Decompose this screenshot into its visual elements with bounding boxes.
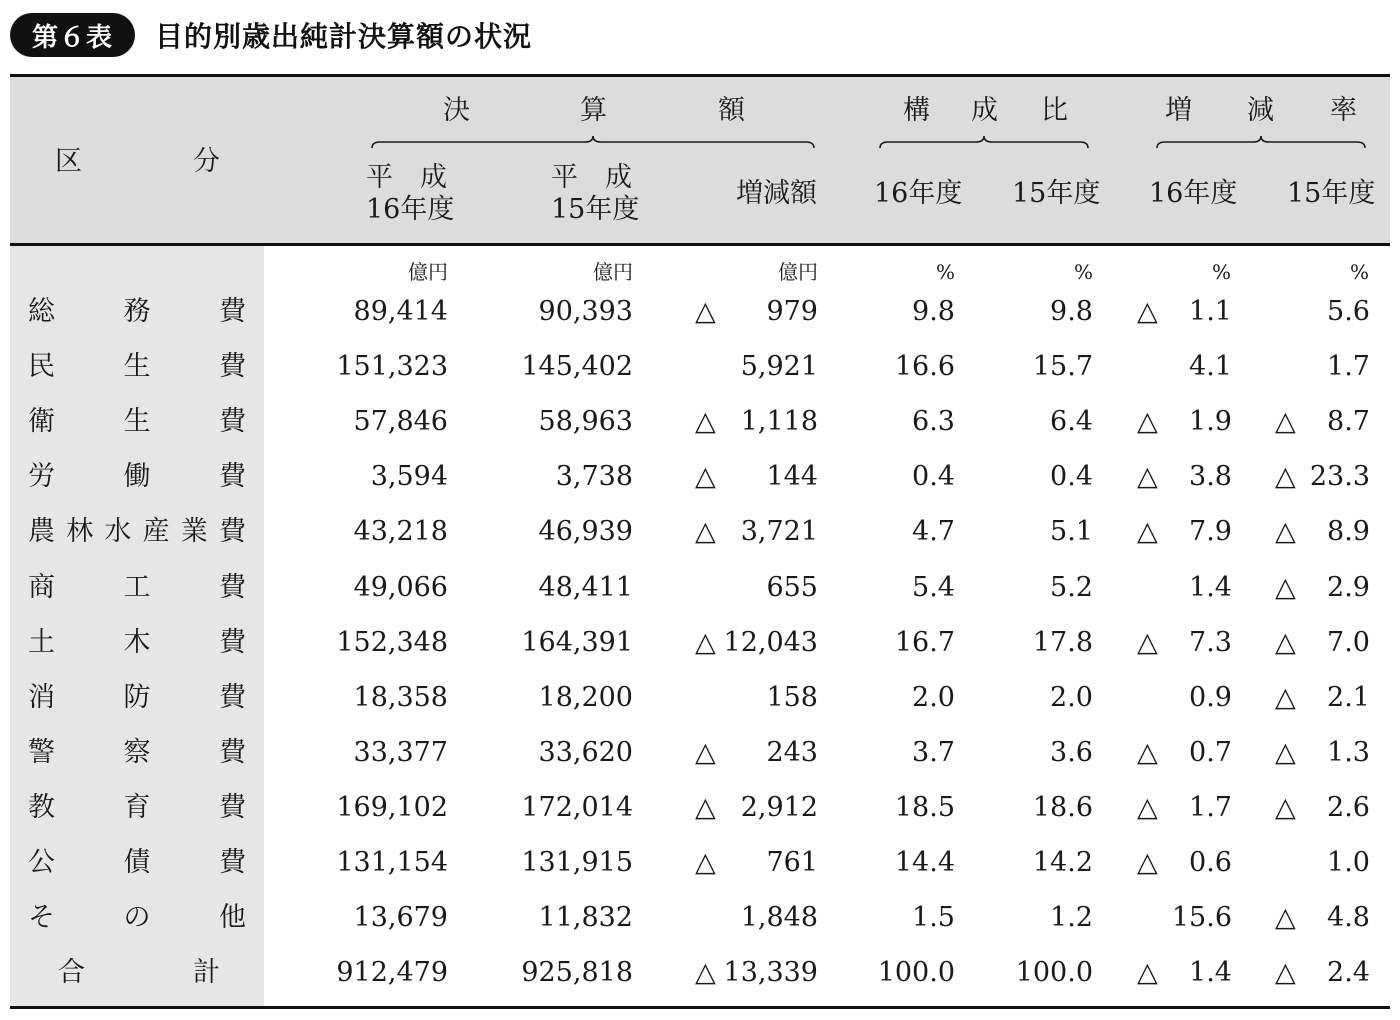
header-comp15: 15年度 [1012,178,1101,209]
cell-h16: 89,414 [353,296,448,327]
negative-mark: △ [1137,627,1158,658]
row-label [28,904,246,931]
cell-diff: 12,043 [723,627,818,658]
row-label-char: 費 [219,847,246,878]
top-rule [10,74,1390,77]
cell-r15: 23.3 [1309,461,1370,492]
cell-r16: 15.6 [1171,902,1232,933]
negative-mark: △ [1137,737,1158,768]
row-label [28,794,246,821]
cell-r16: 1.4 [1189,957,1232,988]
cell-c15: 6.4 [1050,406,1093,437]
cell-r15: 2.9 [1327,572,1370,603]
cell-c15: 9.8 [1050,296,1093,327]
cell-r16: 1.1 [1189,296,1232,327]
header-kubun-1: 区 [55,146,82,177]
row-label-char: 債 [123,847,151,878]
cell-c16: 16.7 [894,627,955,658]
unit-comp16: % [935,260,955,284]
cell-c16: 4.7 [912,516,955,547]
cell-r15: 8.9 [1327,516,1370,547]
negative-mark: △ [1275,902,1296,933]
negative-mark: △ [1137,406,1158,437]
negative-mark: △ [1137,461,1158,492]
row-label-char: 費 [218,516,246,547]
row-label [58,959,220,986]
negative-mark: △ [1275,627,1296,658]
header-h16-line2: 16年度 [366,194,455,225]
cell-h15: 164,391 [521,627,633,658]
cell-h16: 131,154 [336,847,448,878]
row-label [28,408,246,435]
cell-h15: 145,402 [521,351,633,382]
row-label-char: 費 [219,737,246,768]
row-label-char: 育 [123,792,151,823]
negative-mark: △ [1137,516,1158,547]
cell-h15: 3,738 [555,461,633,492]
row-label-char: 費 [219,572,246,603]
cell-h15: 11,832 [538,902,633,933]
cell-c16: 18.5 [894,792,955,823]
header-rate15: 15年度 [1287,178,1376,209]
cell-c15: 0.4 [1050,461,1093,492]
cell-c15: 14.2 [1032,847,1093,878]
negative-mark: △ [1137,792,1158,823]
row-label-char: 務 [123,296,151,327]
cell-c15: 2.0 [1050,682,1093,713]
negative-mark: △ [1275,792,1296,823]
row-label-char: 生 [123,351,151,382]
cell-diff: 2,912 [740,792,818,823]
row-label-char: 商 [28,572,55,603]
row-label-char: 農 [28,516,55,547]
cell-c16: 3.7 [912,737,955,768]
unit-rate15: % [1349,260,1369,284]
header-diff: 増減額 [736,178,817,209]
negative-mark: △ [695,847,716,878]
row-label-char: 消 [28,682,55,713]
row-label-char: 察 [123,737,151,768]
cell-c15: 1.2 [1050,902,1093,933]
cell-diff: 1,848 [740,902,818,933]
row-label-char: 費 [219,792,246,823]
cell-c15: 100.0 [1015,957,1093,988]
row-label-char: 働 [123,461,151,492]
negative-mark: △ [1275,572,1296,603]
cell-r15: 1.3 [1327,737,1370,768]
row-label-char: 防 [123,682,151,713]
negative-mark: △ [1137,296,1158,327]
title-row [10,12,532,58]
header-change-3: 率 [1330,95,1357,126]
row-label [28,518,246,545]
row-label-char: の [123,902,151,933]
cell-h15: 18,200 [538,682,633,713]
cell-c16: 0.4 [912,461,955,492]
cell-h16: 912,479 [336,957,448,988]
row-label-char: そ [28,902,55,933]
cell-r15: 2.6 [1327,792,1370,823]
row-label-char: 費 [219,296,246,327]
cell-h16: 49,066 [353,572,448,603]
cell-h15: 172,014 [521,792,633,823]
cell-h16: 33,377 [353,737,448,768]
row-label-char: 生 [123,406,151,437]
cell-r16: 0.9 [1189,682,1232,713]
cell-r16: 4.1 [1189,351,1232,382]
unit-rate16: % [1211,260,1231,284]
cell-r16: 3.8 [1189,461,1232,492]
cell-c16: 5.4 [912,572,955,603]
row-label [28,298,246,325]
row-label [28,684,246,711]
row-label-char: 衛 [28,406,55,437]
negative-mark: △ [695,461,716,492]
cell-c15: 18.6 [1032,792,1093,823]
cell-r15: 4.8 [1327,902,1370,933]
bottom-rule [10,1006,1390,1009]
row-label-char: 費 [219,461,246,492]
unit-diff: 億円 [778,260,818,284]
negative-mark: △ [1137,847,1158,878]
cell-c16: 16.6 [894,351,955,382]
cell-diff: 3,721 [740,516,818,547]
header-change-1: 増 [1165,95,1192,126]
negative-mark: △ [695,296,716,327]
table-number-badge: 第６表 [10,13,135,57]
negative-mark: △ [695,792,716,823]
negative-mark: △ [695,737,716,768]
cell-c15: 3.6 [1050,737,1093,768]
row-label [28,353,246,380]
cell-h16: 57,846 [353,406,448,437]
header-change-2: 減 [1247,95,1274,126]
cell-r16: 1.9 [1189,406,1232,437]
cell-c15: 5.2 [1050,572,1093,603]
cell-h16: 152,348 [336,627,448,658]
cell-r16: 1.4 [1189,572,1232,603]
cell-h15: 90,393 [538,296,633,327]
header-rate16: 16年度 [1149,178,1238,209]
row-label-char: 民 [28,351,55,382]
cell-r16: 7.9 [1189,516,1232,547]
cell-h15: 46,939 [538,516,633,547]
cell-h16: 43,218 [353,516,448,547]
row-label-char: 林 [66,516,94,547]
cell-h15: 925,818 [521,957,633,988]
negative-mark: △ [1275,957,1296,988]
cell-c15: 15.7 [1032,351,1093,382]
negative-mark: △ [695,957,716,988]
row-label-char: 土 [28,627,55,658]
cell-r15: 2.1 [1327,682,1370,713]
row-label-char: 費 [219,682,246,713]
row-label-char: 合 [58,957,85,988]
cell-h16: 169,102 [336,792,448,823]
cell-h16: 13,679 [353,902,448,933]
cell-h16: 18,358 [353,682,448,713]
header-h15-line2: 15年度 [551,194,640,225]
negative-mark: △ [1275,516,1296,547]
cell-r16: 7.3 [1189,627,1232,658]
negative-mark: △ [695,627,716,658]
cell-r15: 1.0 [1327,847,1370,878]
cell-diff: 13,339 [723,957,818,988]
row-label-char: 教 [28,792,55,823]
row-label [28,739,246,766]
cell-diff: 655 [766,572,818,603]
change-brace [1157,136,1365,152]
row-label-char: 費 [219,351,246,382]
negative-mark: △ [1275,461,1296,492]
negative-mark: △ [695,406,716,437]
negative-mark: △ [695,516,716,547]
cell-h15: 48,411 [538,572,633,603]
cell-c16: 2.0 [912,682,955,713]
cell-c16: 1.5 [912,902,955,933]
row-label-char: 費 [219,627,246,658]
header-settlement-1: 決 [443,95,470,126]
negative-mark: △ [1275,682,1296,713]
row-label-char: 総 [28,296,55,327]
row-label-char: 水 [104,516,132,547]
cell-diff: 5,921 [740,351,818,382]
header-settlement-2: 算 [580,95,607,126]
settlement-brace [372,136,814,152]
cell-r16: 0.6 [1189,847,1232,878]
row-label-char: 木 [123,627,151,658]
row-label [28,629,246,656]
header-kubun-2: 分 [193,146,220,177]
negative-mark: △ [1275,737,1296,768]
cell-diff: 243 [766,737,818,768]
header-composition-3: 比 [1041,95,1068,126]
cell-r15: 5.6 [1327,296,1370,327]
unit-h15: 億円 [593,260,633,284]
row-label [28,574,246,601]
cell-r15: 2.4 [1327,957,1370,988]
row-label-char: 業 [180,516,208,547]
cell-h16: 151,323 [336,351,448,382]
header-comp16: 16年度 [874,178,963,209]
composition-brace [880,136,1088,152]
header-h15-line1: 平 成 [551,162,632,193]
row-label [28,849,246,876]
header-composition-2: 成 [971,95,998,126]
cell-c16: 14.4 [894,847,955,878]
unit-comp15: % [1073,260,1093,284]
row-label-char: 他 [219,902,246,933]
row-label-char: 計 [193,957,220,988]
cell-diff: 1,118 [740,406,818,437]
cell-diff: 761 [766,847,818,878]
row-label [28,463,246,490]
cell-r15: 1.7 [1327,351,1370,382]
cell-diff: 158 [766,682,818,713]
cell-h15: 58,963 [538,406,633,437]
header-rule [10,243,1390,246]
row-label-char: 費 [219,406,246,437]
row-label-char: 公 [28,847,55,878]
cell-diff: 144 [766,461,818,492]
cell-r16: 0.7 [1189,737,1232,768]
cell-c16: 6.3 [912,406,955,437]
row-label-char: 産 [142,516,170,547]
cell-c15: 5.1 [1050,516,1093,547]
cell-c16: 9.8 [912,296,955,327]
cell-diff: 979 [766,296,818,327]
negative-mark: △ [1275,406,1296,437]
cell-c15: 17.8 [1032,627,1093,658]
header-h16-line1: 平 成 [366,162,447,193]
cell-r15: 7.0 [1327,627,1370,658]
header-settlement-3: 額 [718,95,745,126]
cell-c16: 100.0 [877,957,955,988]
cell-r16: 1.7 [1189,792,1232,823]
row-label-char: 労 [28,461,55,492]
table-title: 目的別歳出純計決算額の状況 [155,20,533,53]
row-label-char: 工 [123,572,151,603]
negative-mark: △ [1137,957,1158,988]
row-label-char: 警 [28,737,55,768]
cell-h15: 131,915 [521,847,633,878]
unit-h16: 億円 [408,260,448,284]
cell-r15: 8.7 [1327,406,1370,437]
header-composition-1: 構 [903,95,930,126]
cell-h15: 33,620 [538,737,633,768]
cell-h16: 3,594 [370,461,448,492]
